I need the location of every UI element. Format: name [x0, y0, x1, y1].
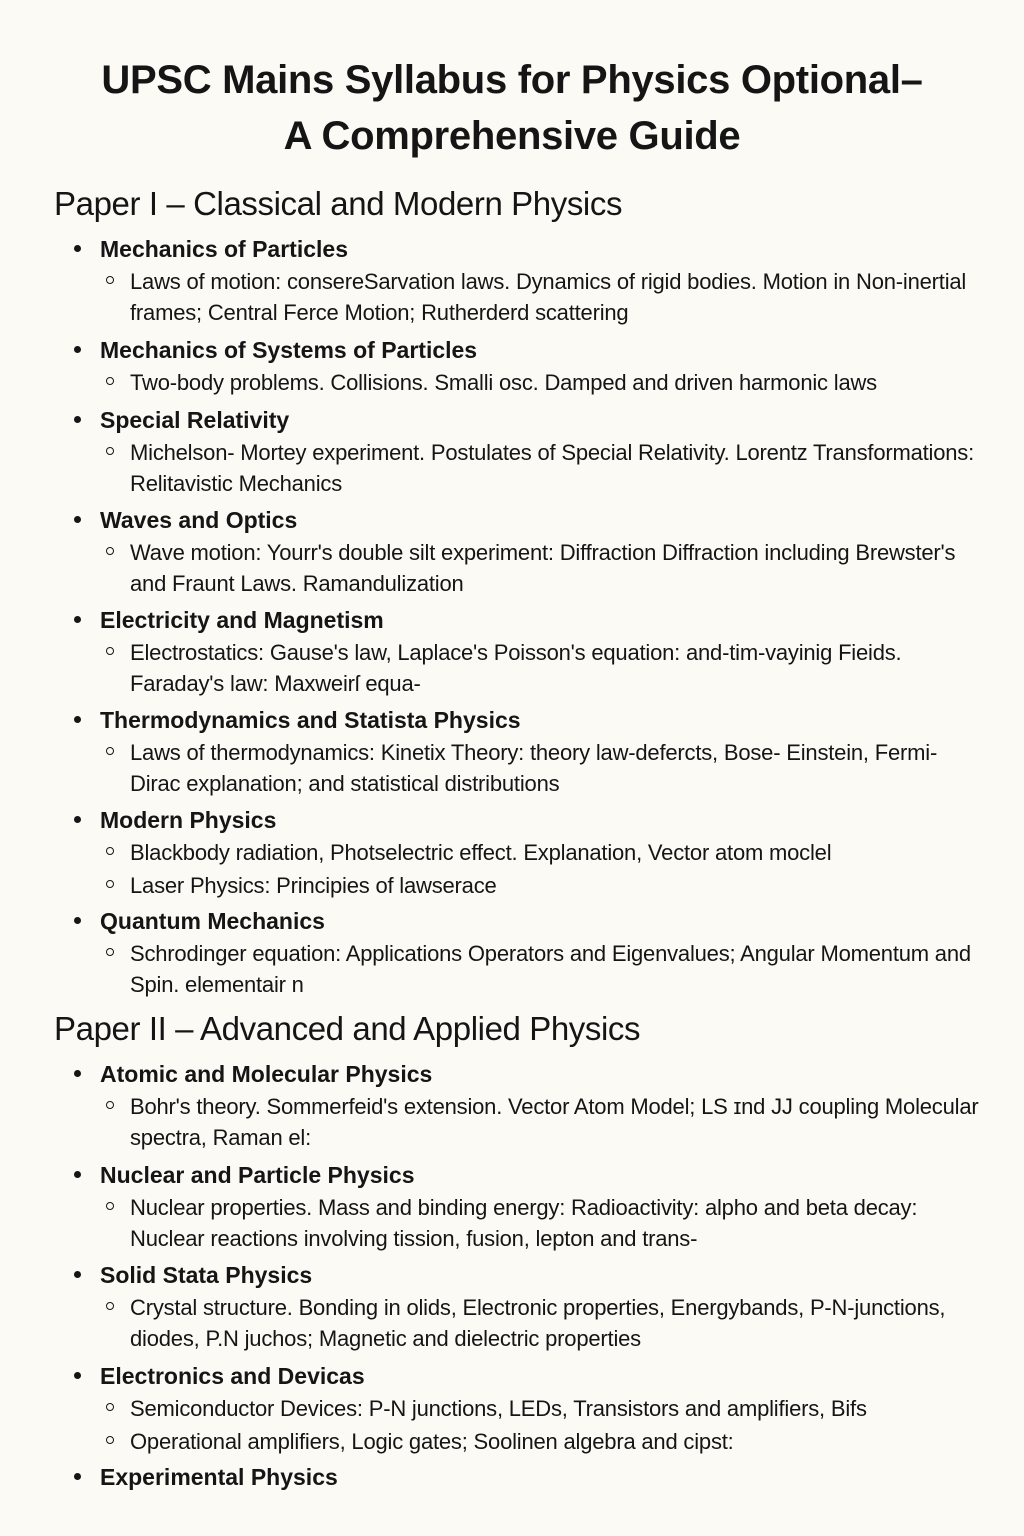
topic-nuclear-particle [0, 1160, 1024, 1254]
circle-bullet-icon [106, 647, 114, 655]
topic-quantum-mechanics [0, 906, 1024, 1000]
bullet-icon [74, 245, 81, 252]
circle-bullet-icon [106, 747, 114, 755]
circle-bullet-icon [106, 1202, 114, 1210]
title-line-2: A Comprehensive Guide [283, 114, 741, 158]
bullet-icon [74, 416, 81, 423]
bullet-icon [74, 346, 81, 353]
paper-2-heading: Paper II – Advanced and Applied Physics [54, 1010, 641, 1047]
paper-1-heading: Paper I – Classical and Modern Physics [54, 185, 623, 222]
topic-atomic-molecular [0, 1059, 1024, 1153]
circle-bullet-icon [106, 880, 114, 888]
circle-bullet-icon [106, 377, 114, 385]
bullet-icon [74, 1372, 81, 1379]
topic-title: Solid Stata Physics [100, 1262, 313, 1288]
topic-detail [0, 837, 1024, 868]
circle-bullet-icon [106, 1436, 114, 1444]
circle-bullet-icon [106, 1302, 114, 1310]
topic-modern-physics [0, 805, 1024, 901]
topic-detail [0, 266, 1024, 328]
bullet-icon [74, 1070, 81, 1077]
bullet-icon [74, 1473, 81, 1480]
topic-detail [0, 1091, 1024, 1153]
topic-detail [0, 870, 1024, 901]
bullet-icon [74, 917, 81, 924]
bullet-icon [74, 816, 81, 823]
circle-bullet-icon [106, 1403, 114, 1411]
topic-electricity-and-magnetism [0, 605, 1024, 699]
topic-detail [0, 1292, 1024, 1354]
topic-detail [0, 367, 1024, 398]
topic-detail [0, 737, 1024, 799]
circle-bullet-icon [106, 847, 114, 855]
topic-special-relativity [0, 405, 1024, 499]
bullet-icon [74, 716, 81, 723]
topic-title: Electricity and Magnetism [100, 607, 384, 633]
topic-detail-text: Operational amplifiers, Logic gates; Soolinen algebra and cipst: [130, 1429, 734, 1454]
topic-title: Atomic and Molecular Physics [100, 1061, 433, 1087]
topic-detail-text: Laser Physics: Principies of lawserace [130, 873, 497, 898]
topic-detail-text: Blackbody radiation, Photselectric effect. Explanation, Vector atom moclel [130, 840, 832, 865]
topic-mechanics-of-particles [0, 234, 1024, 328]
circle-bullet-icon [106, 948, 114, 956]
topic-detail-text: Two-body problems. Collisions. Smalli osc. Damped and driven harmonic laws [130, 370, 877, 395]
topic-solid-state [0, 1260, 1024, 1354]
topic-detail [0, 537, 1024, 599]
topic-detail [0, 437, 1024, 499]
topic-title: Nuclear and Particle Physics [100, 1162, 415, 1188]
topic-detail [0, 938, 1024, 1000]
topic-detail [0, 1192, 1024, 1254]
title-line-1: UPSC Mains Syllabus for Physics Optional– [101, 58, 923, 102]
topic-title: Thermodynamics and Statista Physics [100, 707, 521, 733]
topic-detail [0, 1426, 1024, 1457]
topic-title: Modern Physics [100, 807, 277, 833]
circle-bullet-icon [106, 276, 114, 284]
topic-title: Experimental Physics [100, 1464, 338, 1490]
topic-title: Mechanics of Particles [100, 236, 348, 262]
topic-thermodynamics [0, 705, 1024, 799]
bullet-icon [74, 1271, 81, 1278]
topic-title: Quantum Mechanics [100, 908, 325, 934]
page-title [0, 52, 1024, 164]
topic-detail-text: Michelson- Mortey experiment. Postulates of Special Relativity. Lorentz Transformations: Relitavistic Mechanics [130, 440, 975, 496]
topic-title: Mechanics of Systems of Particles [100, 337, 478, 363]
topic-detail-text: Wave motion: Yourr's double silt experiment: Diffraction Diffraction including Brewster's and Fraunt Laws. Ramandulization [130, 540, 956, 596]
topic-detail-text: Nuclear properties. Mass and binding energy: Radioactivity: alpho and beta decay: Nuclear reactions involving tission, fusion, lepton and trans- [130, 1195, 918, 1251]
bullet-icon [74, 616, 81, 623]
topic-mechanics-of-systems [0, 335, 1024, 398]
topic-detail-text: Crystal structure. Bonding in olids, Electronic properties, Energybands, P-N-junctions, diodes, P.N juchos; Magnetic and dielectric properties [130, 1295, 946, 1351]
circle-bullet-icon [106, 1101, 114, 1109]
topic-detail-text: Laws of motion: consereSarvation laws. Dynamics of rigid bodies. Motion in Non-inertial frames; Central Ferce Motion; Rutherderd scattering [130, 269, 967, 325]
topic-detail-text: Semiconductor Devices: P-N junctions, LEDs, Transistors and amplifiers, Bifs [130, 1396, 867, 1421]
topic-detail [0, 637, 1024, 699]
topic-electronics-devices [0, 1361, 1024, 1457]
topic-detail [0, 1393, 1024, 1424]
topic-detail-text: Electrostatics: Gause's law, Laplace's Poisson's equation: and-tim-vayinig Fieids. Faraday's law: Maxweirſ equa- [130, 640, 902, 696]
topic-waves-and-optics [0, 505, 1024, 599]
bullet-icon [74, 516, 81, 523]
topic-title: Special Relativity [100, 407, 290, 433]
topic-detail-text: Schrodinger equation: Applications Operators and Eigenvalues; Angular Momentum and Spin. elementair n [130, 941, 971, 997]
circle-bullet-icon [106, 447, 114, 455]
topic-title: Waves and Optics [100, 507, 298, 533]
bullet-icon [74, 1171, 81, 1178]
circle-bullet-icon [106, 547, 114, 555]
topic-title: Electronics and Devicas [100, 1363, 365, 1389]
topic-experimental-physics [0, 1462, 1024, 1492]
topic-detail-text: Laws of thermodynamics: Kinetix Theory: theory law-defercts, Bose- Einstein, Fermi-Dirac explanation; and statistical distributions [130, 740, 938, 796]
topic-detail-text: Bohr's theory. Sommerfeid's extension. Vector Atom Model; LS ɪnd JJ coupling Molecular spectra, Raman el: [130, 1094, 979, 1150]
